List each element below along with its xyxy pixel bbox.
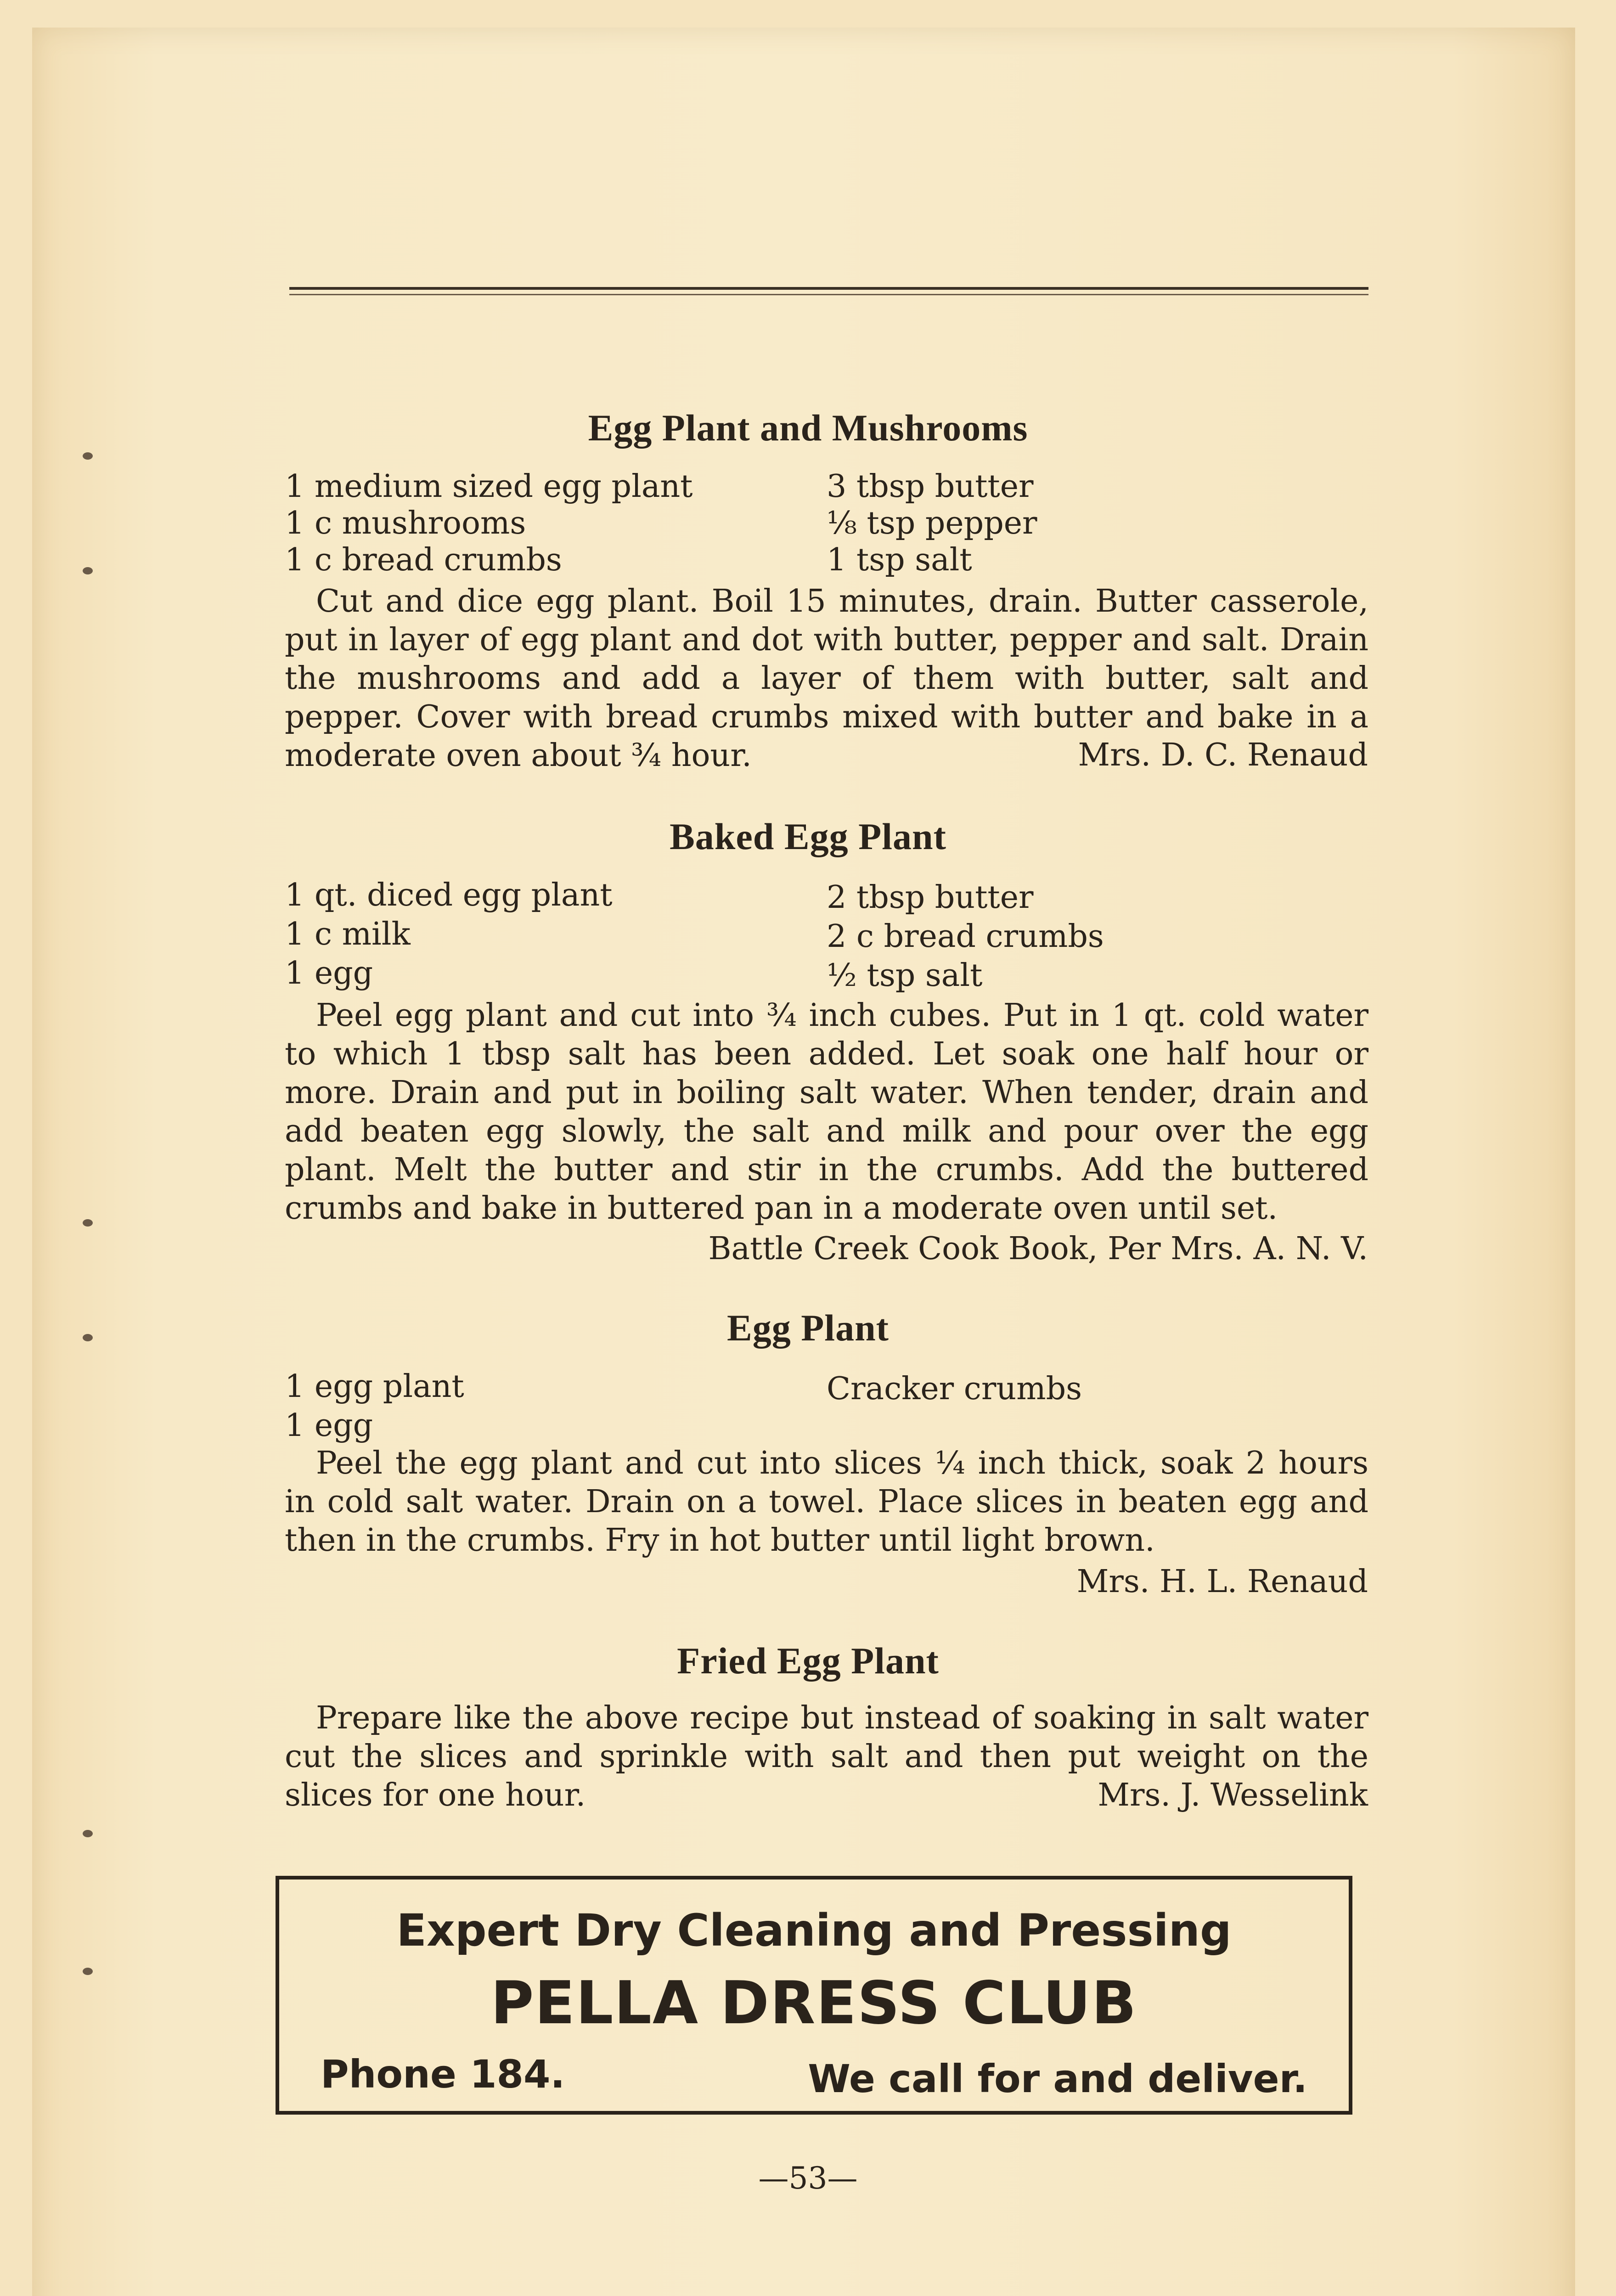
ingredient: 1 medium sized egg plant (285, 468, 693, 505)
ingredient: 1 egg plant (285, 1368, 464, 1405)
ingredient: Cracker crumbs (827, 1371, 1082, 1407)
ingredient: 1 c milk (285, 916, 411, 952)
ingredient: 3 tbsp butter (827, 468, 1034, 505)
recipe-directions: Cut and dice egg plant. Boil 15 minutes, drain. Butter casserole, put in layer of egg plant and dot with butter, pepper and salt. Drain the mushrooms and add a layer of them with butter, salt and pepper. Cover with bread crumbs mixed with butter and bake in a moderate oven about ¾ hour. (285, 583, 1368, 774)
ingredient: 1 tsp salt (827, 542, 972, 578)
recipe-title-egg-plant-and-mushrooms: Egg Plant and Mushrooms (588, 407, 1028, 449)
advertisement-box (276, 1876, 1352, 2115)
header-rule (289, 287, 1368, 290)
ingredient: 1 c mushrooms (285, 505, 526, 541)
recipe-title-fried-egg-plant: Fried Egg Plant (677, 1640, 939, 1682)
recipe-author: Mrs. J. Wesselink (1098, 1777, 1368, 1813)
ingredient: 1 egg (285, 1407, 373, 1444)
ingredient: ½ tsp salt (827, 957, 983, 994)
ad-phone: Phone 184. (321, 2052, 565, 2097)
ad-business-name: PELLA DRESS CLUB (490, 1969, 1137, 2037)
header-rule-thin (289, 294, 1368, 295)
ingredient: 2 tbsp butter (827, 879, 1034, 916)
ingredient: ⅛ tsp pepper (827, 505, 1037, 541)
recipe-title-baked-egg-plant: Baked Egg Plant (670, 816, 946, 857)
page-number: —53— (758, 2161, 858, 2196)
ingredient: 1 egg (285, 955, 373, 991)
ingredient: 1 qt. diced egg plant (285, 877, 613, 913)
recipe-author: Mrs. D. C. Renaud (1078, 737, 1368, 773)
recipe-directions: Peel the egg plant and cut into slices ¼ inch thick, soak 2 hours in cold salt water. Drain on a towel. Place slices in beaten egg and then in the crumbs. Fry in hot butter until light brown. (285, 1445, 1368, 1559)
recipe-directions: Prepare like the above recipe but instead of soaking in salt water cut the slices and sprinkle with salt and then put weight on the slices for one hour. (285, 1700, 1368, 1813)
recipe-author: Battle Creek Cook Book, Per Mrs. A. N. V. (708, 1231, 1368, 1267)
ingredient: 1 c bread crumbs (285, 542, 562, 578)
ad-tagline: We call for and deliver. (808, 2056, 1307, 2101)
recipe-author: Mrs. H. L. Renaud (1076, 1564, 1368, 1600)
ingredient: 2 c bread crumbs (827, 918, 1104, 955)
recipe-directions: Peel egg plant and cut into ¾ inch cubes. Put in 1 qt. cold water to which 1 tbsp salt has been added. Let soak one half hour or more. Drain and put in boiling salt water. When tender, drain and add beaten egg slowly, the salt and milk and pour over the egg plant. Melt the butter and stir in the crumbs. Add the buttered crumbs and bake in buttered pan in a moderate oven until set. (285, 997, 1368, 1227)
ad-headline: Expert Dry Cleaning and Pressing (396, 1905, 1232, 1956)
recipe-title-egg-plant: Egg Plant (727, 1307, 889, 1349)
